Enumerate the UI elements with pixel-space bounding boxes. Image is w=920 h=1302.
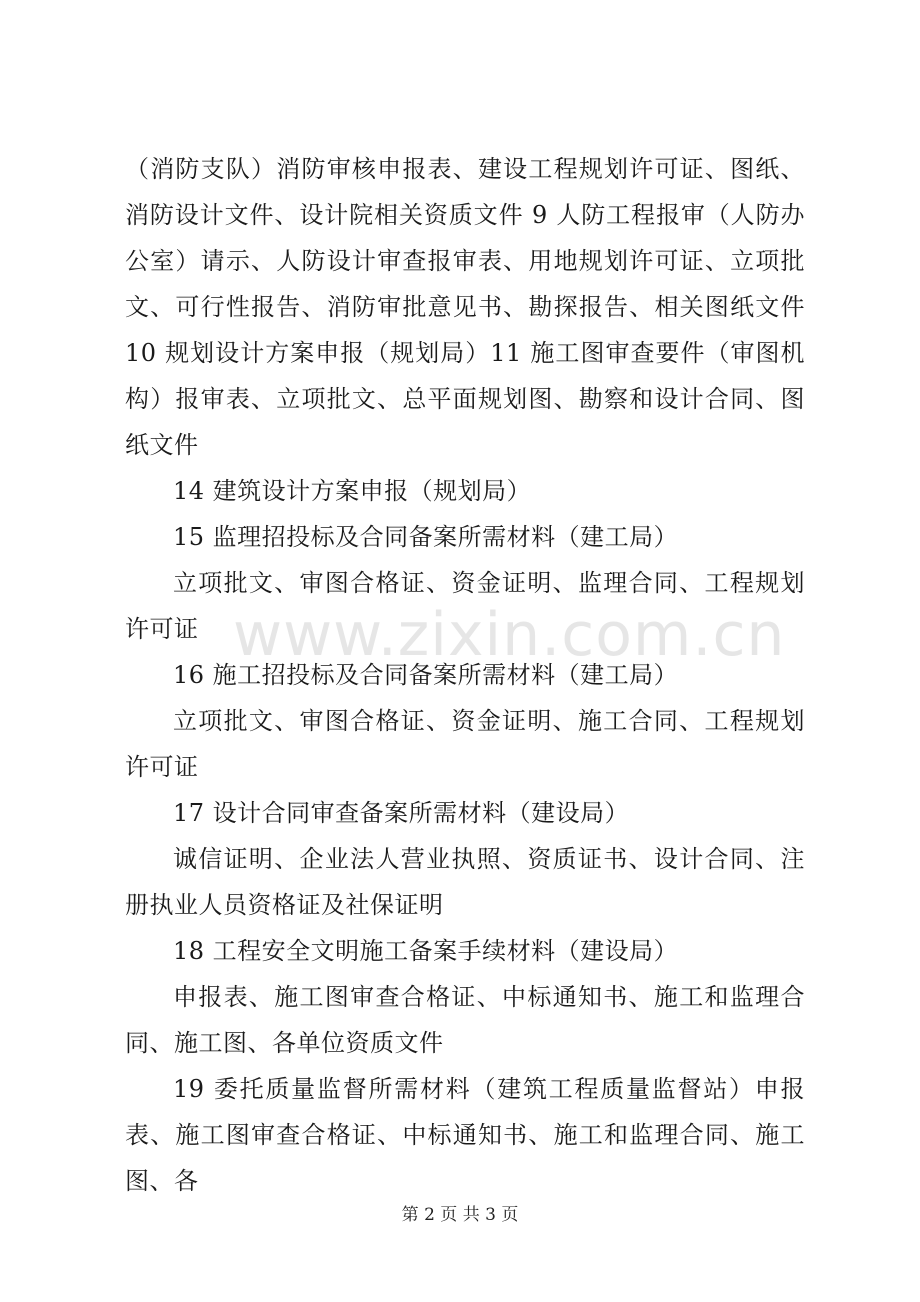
paragraph: 诚信证明、企业法人营业执照、资质证书、设计合同、注册执业人员资格证及社保证明 [125,845,805,919]
paragraph: 立项批文、审图合格证、资金证明、施工合同、工程规划许可证 [125,707,805,781]
paragraph: 申报表、施工图审查合格证、中标通知书、施工和监理合同、施工图、各单位资质文件 [125,983,805,1057]
paragraph: 16 施工招投标及合同备案所需材料（建工局） [173,661,679,689]
paragraph: 17 设计合同审查备案所需材料（建设局） [173,799,630,827]
watermark: www.zixin.com.cn [233,600,786,670]
paragraph: 14 建筑设计方案申报（规划局） [173,477,532,505]
paragraph: （消防支队）消防审核申报表、建设工程规划许可证、图纸、消防设计文件、设计院相关资质文件 9 人防工程报审（人防办公室）请示、人防设计审查报审表、用地规划许可证、立项批文、可行性报告、消防审批意见书、勘探报告、相关图纸文件 10 规划设计方案申报（规划局）11 施工图审查要件（审图机构）报审表、立项批文、总平面规划图、勘察和设计合同、图纸文件 [125,155,805,459]
paragraph: 19 委托质量监督所需材料（建筑工程质量监督站）申报表、施工图审查合格证、中标通知书、施工和监理合同、施工图、各 [125,1075,805,1195]
document-body [125,146,805,1204]
paragraph: 18 工程安全文明施工备案手续材料（建设局） [173,937,679,965]
page-footer: 第 2 页 共 3 页 [401,1205,519,1225]
paragraph: 立项批文、审图合格证、资金证明、监理合同、工程规划许可证 [125,569,805,643]
paragraph: 15 监理招投标及合同备案所需材料（建工局） [173,523,679,551]
